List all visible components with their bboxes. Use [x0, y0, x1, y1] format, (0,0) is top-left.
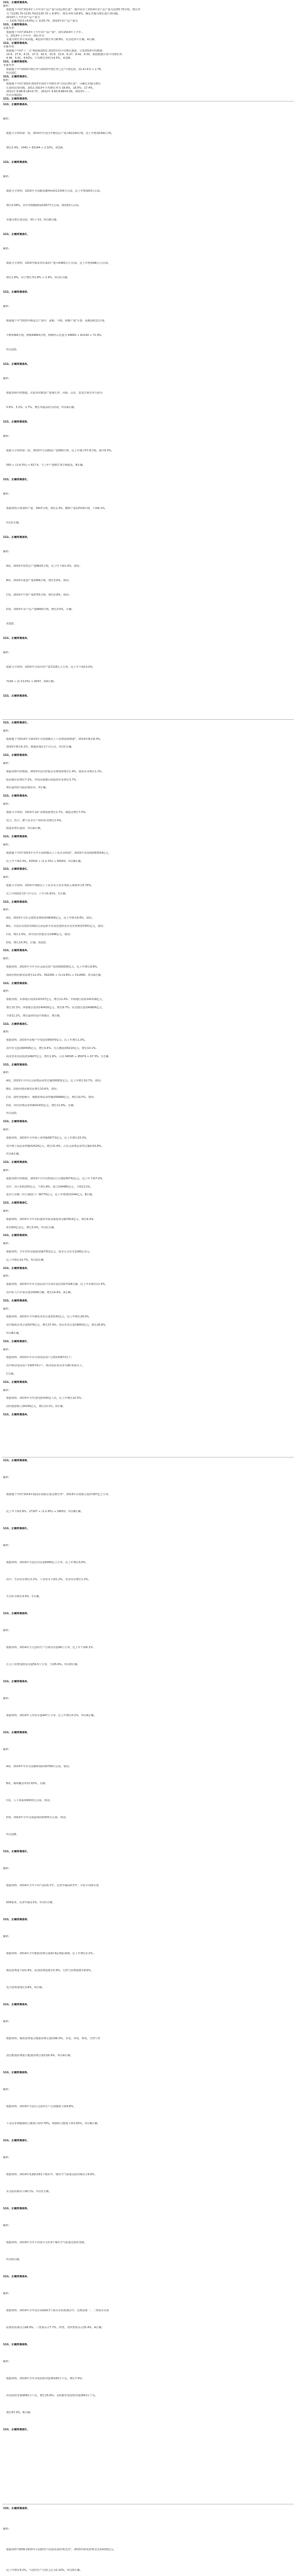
text-line: 未达标的城市占90.1%。所以C正确。 — [6, 2190, 52, 2193]
text-line: 根据表格中的数据，2015年全年货物进出口总额245741亿元，比上年下降7.0%。 — [6, 1177, 105, 1180]
text-line: 解析： — [3, 1629, 11, 1632]
text-line: 长量的比较问题，2011-2015年平均增长率为 18.6%，18.9%、17.4%， — [6, 86, 95, 90]
text-line: D项，2015年水产品产量6690万吨，增长3.5%，正确。 — [6, 608, 74, 611]
text-line: 解析： — [3, 729, 11, 733]
text-line: 其中移动电话用户130574万户，移动电话普及率为95.5部/百人。 — [6, 1364, 85, 1368]
answer-heading: 131、正确答案是D。 — [3, 2507, 30, 2510]
text-line: 根据资料，煤炭消费量占能源消费总量的66.0%，水电、风电、核电、天然气等 — [6, 2037, 101, 2040]
text-line: 折1263亿美元，增长5.6%。所以C正确。 — [6, 1226, 57, 1229]
text-line: 增长0.56%，其中谷物播种面积9577万公顷，增加53万公顷。 — [6, 204, 81, 207]
answer-heading: 111、正确答案是D。 — [3, 291, 30, 294]
answer-heading: 111、正确答案是D。 — [3, 1380, 30, 1384]
answer-heading: 111、正确答案是A。 — [3, 1, 30, 4]
text-line: 比上年下降2.8%，27267 ÷ (1-2.8%) ≈ 28052，所以B正确。 — [6, 1510, 84, 1513]
text-line: 所以本题选D。 — [6, 94, 25, 97]
text-line: 所以选C。 — [6, 71, 19, 75]
text-line: 工业企业吨粗铜综合能耗下降3.76%，吨钢综合能耗下降1.65%，所以B正确。 — [6, 2122, 100, 2125]
text-line: 解析： — [3, 1307, 11, 1311]
text-line: 解析： — [3, 435, 11, 438]
text-line: 解析： — [3, 2224, 11, 2227]
text-line: C项，人工林面积6933万公顷，错误； — [6, 1799, 53, 1802]
text-line: 解析： — [3, 1476, 11, 1479]
answer-heading: 111、正确答案是C。 — [3, 721, 29, 724]
text-line: 根据题干中的"2014年上半年农产品产量"，找出2014年上半年... — [6, 30, 84, 34]
text-line: C正确。 — [6, 1372, 17, 1376]
text-line: 根据题干中"2015年粮食总产量中，夏粮、早稻、秋粮产量"计算：夏粮14112万吨， — [6, 319, 107, 323]
text-line: B项，2015年禽蛋产量2999万吨，增长3.6%，错误； — [6, 579, 72, 582]
answer-heading: 111、正确答案是B。 — [3, 1299, 30, 1302]
text-line: 解析： — [3, 2528, 11, 2531]
text-line: 根据资料，2015年房地产开发投资95979亿元，比上年增长1.0%。 — [6, 1039, 88, 1042]
text-line: 增长67.0%。B正确。 — [6, 2411, 33, 2414]
answer-heading: 111、正确答案是C。 — [3, 1022, 29, 1026]
text-line: 2014年上半年农产品产量为 — [6, 15, 40, 19]
text-line: 根据资料，2014年全年近岸海域417个海水水质监测点中，达到国家一、二类海水水质 — [6, 2309, 109, 2312]
text-line: 636毫米，比常年偏多1%。所以C正确。 — [6, 1901, 55, 1904]
text-line: 解析： — [3, 1242, 11, 1246]
answer-heading: 111、正确答案是B。 — [3, 2343, 30, 2346]
text-line: 根据文字资料，2015年粮食单位面积产量为5483公斤/公顷，比上年增加98公斤/公顷， — [6, 262, 111, 265]
answer-heading: 111、正确答案是B。 — [3, 835, 30, 839]
text-line: 增长2.4%。1441 ÷ 62144 ≈ 2.32%，故选A。 — [6, 146, 65, 149]
text-line: 其中邮政业务总量5079亿元，增长37.4%；电信业务总量18063亿元，增长26.8%。 — [6, 1324, 108, 1327]
answer-heading: 111、正确答案是D。 — [3, 2207, 30, 2210]
text-line: C项，按经营地统计，城镇消费品零售额258999亿元，增长10.5%，错误； — [6, 1095, 96, 1099]
answer-heading: 111、正确答案是A。 — [3, 2003, 30, 2006]
text-line: 根据资料，2015年全年网上零售额38773亿元，比上年增长33.3%， — [6, 1136, 89, 1140]
text-line: 本题考查： — [3, 45, 17, 49]
text-line: 制造业增长最快，所以A正确。 — [6, 827, 43, 831]
answer-heading: 111、正确答案是A。 — [3, 23, 30, 27]
text-line: 标准的监测点占66.9%，三类海水占7.7%，四类、劣四类海水占25.4%。A正确。 — [6, 2326, 104, 2329]
text-line: 商业营业用房投资14607亿元，增长1.8%。占比 64595 ÷ 95979 ≈ 67.3%，C正确。 — [6, 1055, 111, 1058]
answer-heading: 111、正确答案是C。 — [3, 1340, 29, 1343]
text-line: 增长1.8%。由于增长率1.8% < 2.4%，所以C正确。 — [6, 276, 70, 279]
text-line: 15.8、27.6、4.31、27.0、42.5、15.8、23.6、6.27、8.42、6.50，根据数据计算平均增长率， — [6, 53, 125, 56]
answer-heading: 111、正确答案是C。 — [3, 233, 29, 236]
text-line: 本题考查： — [3, 64, 17, 67]
answer-heading: 111、正确答案是B。 — [3, 694, 30, 698]
text-line: 解析： — [3, 1071, 11, 1075]
text-line: 本题为增长率计算问题，A选项中增长率为8.8%，其余选项不正确，A正确。 — [6, 38, 97, 41]
text-line: 清洁能源消费量占能源消费总量的16.9%。所以A正确。 — [6, 2054, 73, 2057]
text-line: 解析： — [3, 1388, 11, 1392]
answer-heading: 111、正确答案是D。 — [3, 97, 30, 101]
answer-heading: 111、正确答案是D。 — [3, 754, 30, 757]
text-line: 比上年下降2.3%，63554 ÷ (1-2.3%) ≈ 65050，所以B正确。 — [6, 859, 84, 863]
text-line: 7218 ÷ (1-13.0%) ≈ 8297，故A正确。 — [6, 680, 56, 683]
text-line: 根据资料计算油料产量：3547万吨，增长1.4%，糖料产量12529万吨，下降6.1%， — [6, 507, 108, 510]
text-line: 解析： — [3, 1748, 11, 1751]
text-line: 国内旅游收入34195亿元，增长13.1%。D正确。 — [6, 1405, 65, 1409]
answer-heading: 111、正确答案是A。 — [3, 2275, 30, 2278]
answer-heading: 111、正确答案是C。 — [3, 1201, 29, 1205]
text-line: 解析： — [3, 876, 11, 879]
answer-heading: 111、正确答案是A。 — [3, 363, 30, 366]
answer-heading: 111、正确答案是D。 — [3, 1612, 30, 1615]
text-line: 根据文字资料，2015年全国木材产量7218万立方米，比上年下降13.0%， — [6, 666, 95, 669]
text-line: 解析： — [3, 2292, 11, 2295]
text-line: 1、2014年上半年中，增长率为： — [6, 34, 47, 38]
text-line: 解析： — [3, 377, 11, 380]
text-line: 根据题干中的"2010-2015年间的平均增长率与同比增长量"，可确定本题为增长 — [6, 82, 101, 86]
answer-heading: 111、正确答案是B。 — [3, 1731, 30, 1734]
text-line: 其中私人汽车保有量14399万辆，增长14.4%。A正确。 — [6, 1291, 73, 1294]
text-line: 所以B正确。 — [6, 1332, 22, 1335]
text-line: A项，2015年肉类总产量8625万吨，比上年下降1.0%，错误； — [6, 565, 82, 568]
text-line: 解析： — [3, 762, 11, 765]
answer-heading: 111、正确答案是A。 — [3, 637, 30, 640]
text-line: 解析： — [3, 957, 11, 961]
text-line: 根据文字资料第二段，2015年全国棉花产量560万吨，比上年减少57.8万吨，减少9.3%。 — [6, 449, 114, 452]
text-line: 解析： — [3, 175, 11, 178]
text-line: 解析： — [3, 1935, 11, 1938]
answer-heading: 111、正确答案是D。 — [3, 1918, 30, 1921]
answer-heading: 111、正确答案是A。 — [3, 1120, 30, 1124]
answer-heading: 111、正确答案是A。 — [3, 949, 30, 953]
text-line: 比上年增长14.7%。所以D正确。 — [6, 1258, 46, 1262]
text-line: D项，乡村消费品零售额41932亿元，增长11.8%，正确。 — [6, 1104, 76, 1107]
text-line: 生态补水增长4.9%。C正确。 — [6, 1595, 42, 1598]
text-line: 根据资料"2009-2015年全国研究与试验发展经费支出"，2015年研发经费支出14220亿元， — [6, 2548, 117, 2551]
text-line: 风电装机容量9581万千瓦，增长25.6%；太阳能发电装机容量2652万千瓦， — [6, 2394, 98, 2397]
answer-heading: 111、正确答案是A。 — [3, 1680, 30, 1683]
text-line: 根据题干中的"2014年上半年农产品产量与同比增长量"，题中给出了2014年农产品产量为1235.70万吨，增长率 — [6, 8, 141, 12]
answer-heading: 111、正确答案是B。 — [3, 420, 30, 423]
text-line: B项，扣除价格因素实际增长10.6%，错误； — [6, 1088, 60, 1091]
answer-heading: 111、正确答案是C。 — [3, 1527, 29, 1530]
text-line: 所以选D。 — [6, 348, 19, 351]
text-line: 解析： — [3, 79, 11, 82]
text-line: 其中住宅投资64595亿元，增长0.4%；办公楼投资6210亿元，增长10.1%； — [6, 1047, 98, 1050]
text-line: 比上年降低0.15个百分点，上年为5.91%，C正确。 — [6, 892, 68, 895]
answer-heading: 111、正确答案是A。 — [3, 42, 30, 45]
text-line: 故选D。 — [6, 622, 17, 625]
text-line: 2011年 8.88-8.18=0.70 ，2012年 9.83-8.88=0.95，2013年…… — [6, 90, 90, 93]
answer-heading: 111、正确答案是A。 — [3, 794, 30, 798]
text-line: 增长最快的为股份制企业，D正确。 — [6, 786, 48, 790]
text-line: 根据资料，2014年万元国内生产总值用水量96立方米，比上年下降6.1%； — [6, 1646, 96, 1649]
text-line: 根据表格，东部地区投资232107亿元，增长12.4%；中部地区投资143118亿元， — [6, 998, 105, 1002]
text-line: 根据资料，2014年全年平均每天有3.9个城市空气质量达到优等级。 — [6, 2241, 87, 2244]
answer-heading: 111、正确答案是C。 — [3, 75, 29, 78]
text-line: 根据题干中的"2014年我国水资源总量及增长率"，2014年水资源总量27267亿立方米， — [6, 1493, 111, 1496]
text-line: 根据资料，2015年全年国内游客40亿人次，比上年增长10.5%； — [6, 1397, 84, 1400]
text-line: 电力消费量增长3.8%。D正确。 — [6, 1986, 45, 1989]
text-line: 根据题干中的"2015年全年全国规模以上工业企业利润"，2015年实现利润63554亿元， — [6, 851, 111, 855]
text-line: 根据资料，2014年监测的161个城市中，城市空气质量达标的城市占9.9%， — [6, 2173, 97, 2176]
text-line: 根据资料，2015年全年实际使用外商直接投资金额7814亿元，增长6.4%， — [6, 1217, 96, 1221]
text-line: 解析： — [3, 493, 11, 496]
text-line: 解析： — [3, 247, 11, 250]
text-line: 解析： — [3, 1544, 11, 1547]
text-line: 解析： — [3, 1128, 11, 1131]
text-line: 560 ÷ (1-9.3%) ≈ 617.4，与上年产量617.8万吨接近，B正确。 — [6, 464, 86, 467]
text-line: 其中网上商品零售额32424亿元，增长31.6%，占社会消费品零售总额的10.8%， — [6, 1144, 104, 1148]
answer-heading: 111、正确答案是A。 — [3, 1266, 30, 1270]
text-line: 5.6%、3.2%、1.7%，增长率最高的为河南，所以A正确。 — [6, 406, 77, 409]
answer-heading: 111、正确答案是D。 — [3, 536, 30, 539]
text-line: 根据文字资料，2015年规模以上工业企业主营业务收入利润率为5.76%， — [6, 884, 94, 887]
text-line: 解析： — [3, 5, 11, 8]
text-line: B项，森林覆盖率21.63%，正确； — [6, 1782, 48, 1785]
text-line: 本题为增长量比较，63 > 53，所以B正确。 — [6, 218, 59, 222]
answer-heading: 111、正确答案是A。 — [3, 1413, 30, 1416]
text-line: 根据资料，2015年年末全国民用汽车保有量达到17228万辆，比上年末增长11.5%， — [6, 1283, 108, 1286]
text-line: 根据题干中"2010年增长率与2015年增长率之比"计算比值，12.4÷4.5 ≈ 2.76， — [6, 67, 104, 71]
answer-heading: 111、正确答案是C。 — [3, 1850, 29, 1853]
text-line: 根据资料，2014年人均用水量447立方米，比上年增长0.1%，所以A正确。 — [6, 1714, 96, 1717]
text-line: D项，2014年全年完成造林面积555万公顷，错误。 — [6, 1816, 69, 1819]
text-line: 所以C正确。 — [6, 521, 22, 524]
text-line: 根据文字资料第一段，2015年中国全年粮食总产量为62144万吨，比上年增加1441万吨， — [6, 132, 114, 135]
text-line: A项，2015年全社会建筑业增加值46456亿元，比上年增长6.8%，错误； — [6, 917, 94, 920]
answer-heading: 111、正确答案是B。 — [3, 981, 30, 985]
text-line: 解析： — [3, 1210, 11, 1213]
text-line: 解析： — [3, 1275, 11, 1278]
text-line: 增长15.2%；西部地区投资140416亿元，增长8.7%；东北地区投资40806亿元， — [6, 1006, 105, 1009]
text-line: 所以A正确。 — [6, 1153, 22, 1156]
text-line: 根据表格中的数据，2015年国有控股企业增加值增长1.4%，集体企业增长1.2%， — [6, 770, 104, 773]
text-line: 根据资料，2015年全年全社会固定资产投资562000亿元，比上年增长9.8%， — [6, 965, 100, 969]
text-line: 本题考查： — [3, 27, 17, 30]
text-line: C项，2015年牛奶产量3755万吨，增长0.8%，错误； — [6, 594, 72, 597]
text-line: 解析： — [3, 2088, 11, 2091]
text-line: 根据资料，2014年全国总用水量6095亿立方米，比上年增长0.6%。 — [6, 1561, 88, 1564]
text-line: 解析： — [3, 908, 11, 912]
text-line: C项，增长1.6%，其中国有控股企业1948亿元，错误； — [6, 933, 73, 936]
text-line: 其中，生活用水增长2.1%，工业用水下降1.2%，农业用水增长1.2%， — [6, 1578, 91, 1581]
text-line: 所以D正确。 — [6, 2258, 22, 2261]
answer-heading: 111、正确答案是D。 — [3, 1063, 30, 1066]
text-line: 根据表格中的数据，比较各省粮食产量增长率，河南、山东、黑龙江增长率分别为 — [6, 392, 103, 395]
text-line: 解析： — [3, 803, 11, 806]
text-line: 根据资料，全年对外直接投资额7351亿元，按美元计价为1180亿美元， — [6, 1250, 92, 1253]
text-line: 根据资料，2015年全年邮电业务总量23142亿元，比上年增长29.0%， — [6, 1315, 92, 1319]
text-line: 2015年增长6.1%，增速回落2.2个百分点，所以C正确。 — [6, 745, 74, 749]
answer-heading: 111、正确答案是C。 — [3, 2139, 29, 2142]
answer-heading: 111、正确答案是D。 — [3, 900, 30, 904]
answer-heading: 111、正确答案是B。 — [3, 161, 30, 164]
text-line: A项，2015年全年社会消费品零售总额300931亿元，比上年增长10.7%，错误； — [6, 1079, 103, 1083]
answer-heading: 111、正确答案是C。 — [3, 868, 29, 871]
text-line: 解析： — [3, 843, 11, 846]
answer-heading: 111、正确答案是B。 — [3, 2071, 30, 2074]
text-line: 电力、热力、燃气及水生产和供应业增长1.4%。 — [6, 819, 64, 822]
answer-heading: 111、正确答案是A。 — [3, 103, 30, 106]
text-line: 所以选D。 — [6, 1112, 19, 1115]
text-line: 其中，出口141255亿元，下降1.8%；进口104485亿元，下降13.2%。 — [6, 1185, 93, 1189]
text-line: 早稻3369万吨，秋粮44663万吨，秋粮所占比重为 44663 ÷ 62144 ≈ 71.9%， — [6, 334, 104, 337]
text-line: 万元工业增加值用水量59.5立方米，下降5.6%。所以D正确。 — [6, 1663, 80, 1666]
text-line: 进出口差额（出口减进口）36770亿元，比上年增加13244亿元。B正确。 — [6, 1193, 95, 1197]
text-line: 煤炭消费量下降2.9%，原油消费量增长5.9%，天然气消费量增长8.6%， — [6, 1969, 94, 1972]
text-line: 解析： — [3, 990, 11, 993]
text-line: 解析： — [3, 117, 11, 121]
text-line: 根据资料，2015年年末全国电话用户总数153673万户， — [6, 1356, 74, 1360]
text-line: 根据资料，2014年全年能源消费总量42.6亿吨标准煤，比上年增长2.2%； — [6, 1952, 95, 1955]
text-line: 解析： — [3, 1348, 11, 1351]
text-line: 解析： — [3, 2360, 11, 2363]
text-line: 解析： — [3, 550, 11, 553]
text-line: 股份制企业增长7.3%，外商及港澳台商投资企业增长3.7%， — [6, 778, 79, 782]
text-line: 下降11.1%，增长最快的是中部地区，B正确。 — [6, 1014, 62, 1018]
text-line: 解析： — [3, 305, 11, 308]
text-line: 根据资料，2014年全国万元国内生产总值能耗下降4.8%， — [6, 2105, 76, 2108]
text-line: 根据资料，2014年全年平均气温10.1℃，比常年偏高0.5℃；全国平均降水量 — [6, 1884, 99, 1887]
text-line: A项，2014年年末全国森林面积20769万公顷，错误； — [6, 1765, 72, 1768]
text-line: 解析： — [3, 1867, 11, 1870]
text-line: D项，增长14.3%，正确。故选D。 — [6, 941, 48, 944]
text-line: 根据资料，2014年全年水电装机容量30183万千瓦，增长7.9%； — [6, 2377, 85, 2380]
text-line: 根据文字资料，2015年全国粮食播种面积11334万公顷，比上年增加63万公顷， — [6, 190, 103, 193]
answer-heading: 111、正确答案是B。 — [3, 60, 30, 64]
text-line: 比上年增长9.2%，与国内生产总值之比为2.10%，所以D正确。 — [6, 2569, 83, 2572]
text-line: 为 "(1235.70-1135.70)/1135.70 ≈ 8.8%"，增长率约为8.8%，确定本题为增长量计算问题。 — [6, 12, 121, 15]
text-line: 解析： — [3, 2020, 11, 2023]
text-line: 解析： — [3, 1697, 11, 1700]
text-line: 4.46、4.41、4.63%，平均增长率约为4.5%，故选B。 — [6, 57, 73, 60]
text-line: 根据文字资料，2015年采矿业增加值增长2.7%，制造业增长7.0%， — [6, 810, 88, 814]
text-line: 解析： — [3, 2156, 11, 2159]
text-line: — 1235.70/(1+8.8%) ≈ 1135.70，2014年农产品产量为 — [6, 20, 78, 23]
answer-heading: 111、正确答案是D。 — [3, 1234, 30, 1238]
section-divider — [2, 719, 294, 720]
text-line: 所以选B。 — [6, 1833, 19, 1836]
text-line: 解析： — [3, 1030, 11, 1034]
answer-heading: 111、正确答案是C。 — [3, 2428, 29, 2431]
text-line: B项，全国具有资质等级的总承包和专业承包建筑业企业实现利润7451亿元，错误； — [6, 925, 106, 928]
text-line: 解析： — [3, 651, 11, 654]
section-divider — [2, 1457, 294, 1458]
text-line: 根据题干中的"十二五"期间和2011-2015年的平均增长速度，计算2015年的数据： — [6, 49, 105, 53]
answer-heading: 111、正确答案是B。 — [3, 1161, 30, 1164]
text-line: 解析： — [3, 1169, 11, 1172]
answer-heading: 111、正确答案是C。 — [3, 478, 29, 481]
text-line: 扣除价格因素实际增长12.0%，562000 ÷ (1+9.8%) ≈ 511840，所以A正确。 — [6, 973, 103, 977]
answer-heading: 111、正确答案是B。 — [3, 1459, 30, 1462]
text-line: 根据题干"2014年与2015年全国规模以上工业增加值增速"，2014年增长8.3%， — [6, 737, 103, 741]
